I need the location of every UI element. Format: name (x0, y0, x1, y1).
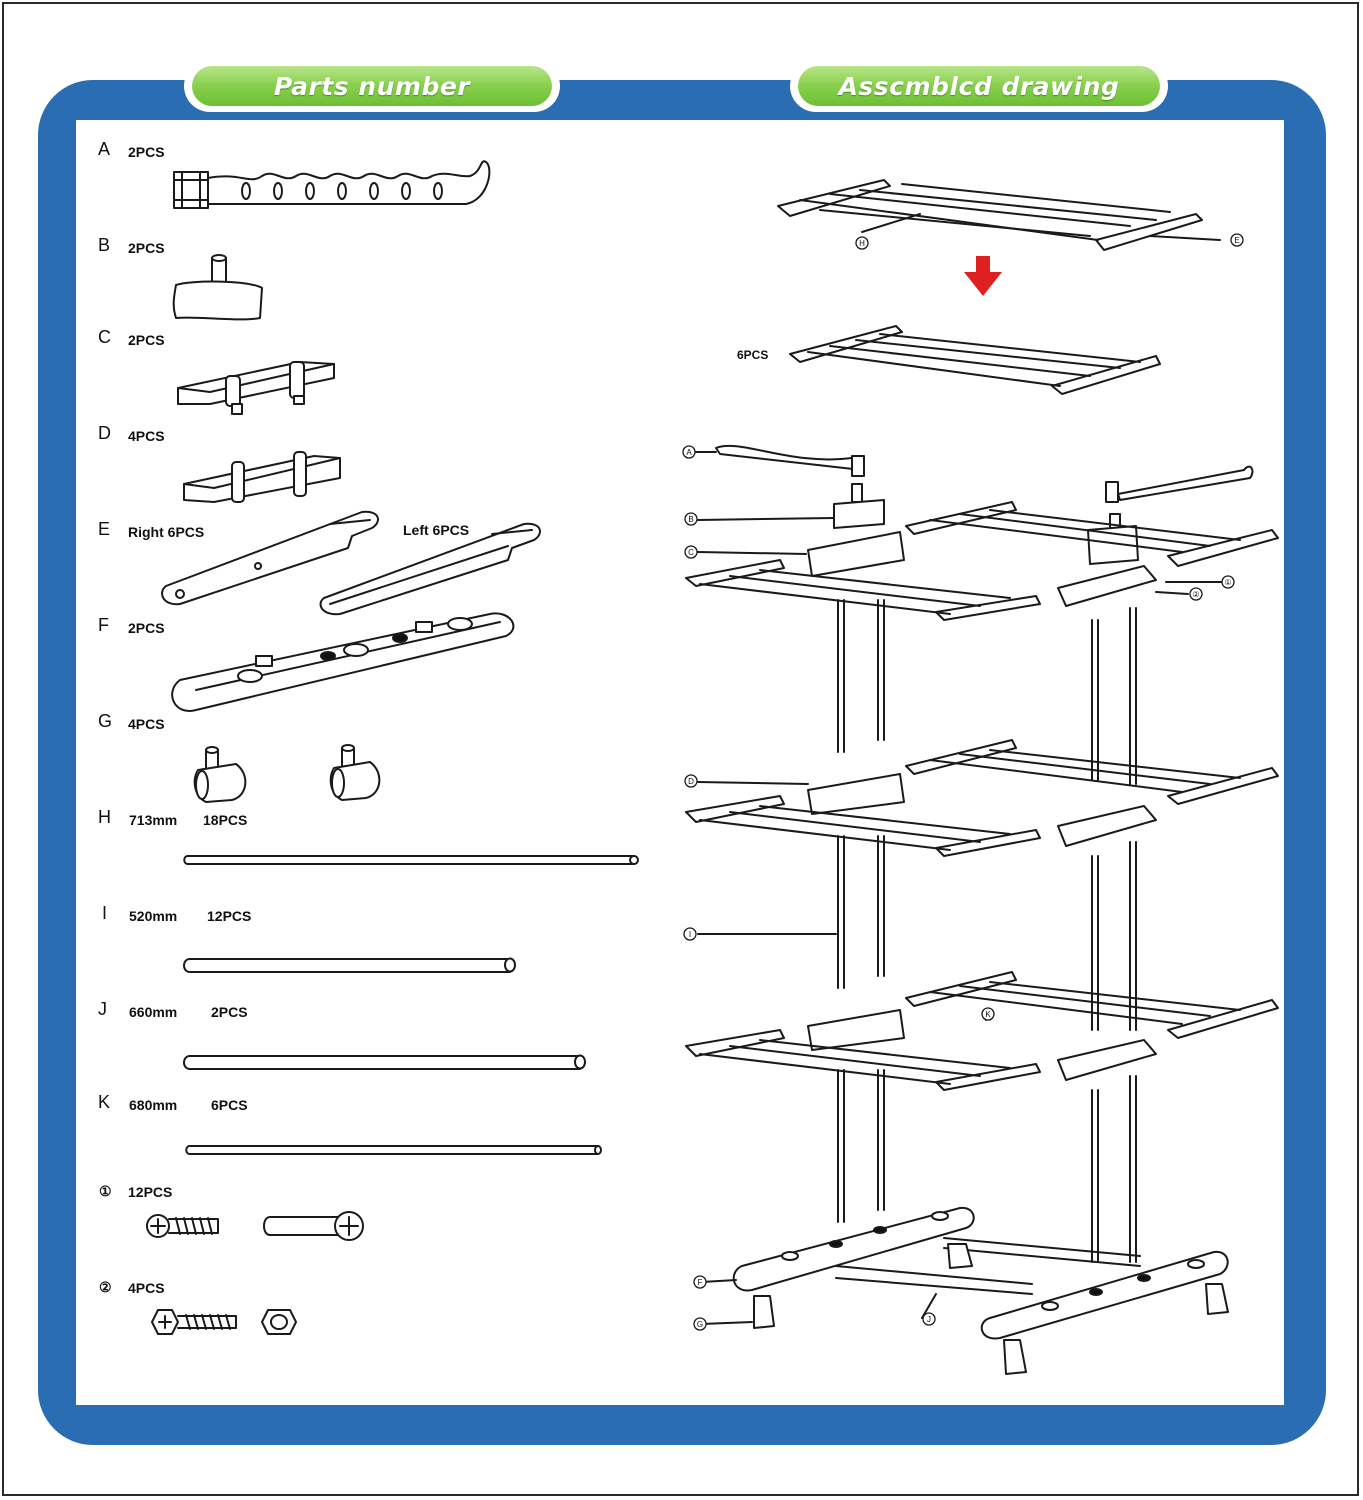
part-f-base-drawing (172, 613, 513, 711)
part-c-qty: 2PCS (128, 332, 165, 348)
assembly-callouts (683, 234, 1243, 1330)
part-j-length: 660mm (129, 1004, 178, 1020)
parts-rods-drawing (184, 856, 638, 1154)
callout-i: I (688, 930, 692, 939)
callout-1: ① (1224, 578, 1232, 587)
part-j-letter: J (98, 999, 107, 1019)
callout-e: E (1234, 236, 1240, 245)
part-e-right-qty: Right 6PCS (128, 524, 205, 540)
part-b-qty: 2PCS (128, 240, 165, 256)
part-g-qty: 4PCS (128, 716, 165, 732)
part-j-qty: 2PCS (211, 1004, 248, 1020)
callout-j: J (927, 1315, 931, 1324)
part-k-letter: K (98, 1092, 111, 1112)
part-i-letter: I (102, 903, 108, 923)
part-g-letter: G (98, 711, 113, 731)
part-d-letter: D (98, 423, 111, 443)
assembly-base (702, 1208, 1228, 1374)
part-b-letter: B (98, 235, 111, 255)
assembly-lower-tier (686, 972, 1278, 1090)
part-d-bracket-drawing (184, 452, 340, 502)
parts-number-title: Parts number (273, 71, 471, 101)
part-k-qty: 6PCS (211, 1097, 248, 1113)
assembly-upper-tier (686, 446, 1278, 620)
callout-d: D (688, 777, 694, 786)
part-b-block-drawing (174, 255, 262, 319)
callout-c: C (688, 548, 694, 557)
part-a-letter: A (98, 139, 111, 159)
callout-2: ② (1192, 590, 1200, 599)
screws-drawing (147, 1212, 363, 1334)
part-h-length: 713mm (129, 812, 178, 828)
callout-g: G (696, 1320, 704, 1329)
callout-k: K (985, 1010, 991, 1019)
part-g-casters-drawing (195, 745, 380, 802)
part-h-letter: H (98, 807, 111, 827)
assembly-poles (838, 600, 1136, 1262)
part-d-qty: 4PCS (128, 428, 165, 444)
part-e-arms-drawing (162, 512, 540, 614)
screw2-qty: 4PCS (128, 1280, 165, 1296)
screw1-qty: 12PCS (128, 1184, 173, 1200)
callout-f: F (697, 1278, 703, 1287)
part-i-qty: 12PCS (207, 908, 252, 924)
assembly-middle-tier (686, 740, 1278, 934)
red-down-arrow (964, 256, 1002, 296)
assembled-drawing-title: Asscmblcd drawing (838, 71, 1120, 101)
part-h-qty: 18PCS (203, 812, 248, 828)
shelf-qty-label: 6PCS (737, 348, 769, 362)
callout-a: A (686, 448, 692, 457)
part-f-qty: 2PCS (128, 620, 165, 636)
part-e-letter: E (98, 519, 111, 539)
part-k-length: 680mm (129, 1097, 178, 1113)
part-f-letter: F (98, 615, 109, 635)
part-c-letter: C (98, 327, 111, 347)
assembly-single-shelf (790, 326, 1160, 394)
part-a-hanger-drawing (174, 161, 489, 208)
part-e-left-qty: Left 6PCS (403, 522, 470, 538)
screw2-letter: ② (99, 1279, 112, 1295)
assembly-top-shelf (778, 180, 1220, 250)
part-a-qty: 2PCS (128, 144, 165, 160)
part-i-length: 520mm (129, 908, 178, 924)
callout-h: H (859, 239, 865, 248)
screw1-letter: ① (99, 1183, 112, 1199)
callout-b: B (688, 515, 694, 524)
part-c-bracket-drawing (178, 362, 334, 414)
